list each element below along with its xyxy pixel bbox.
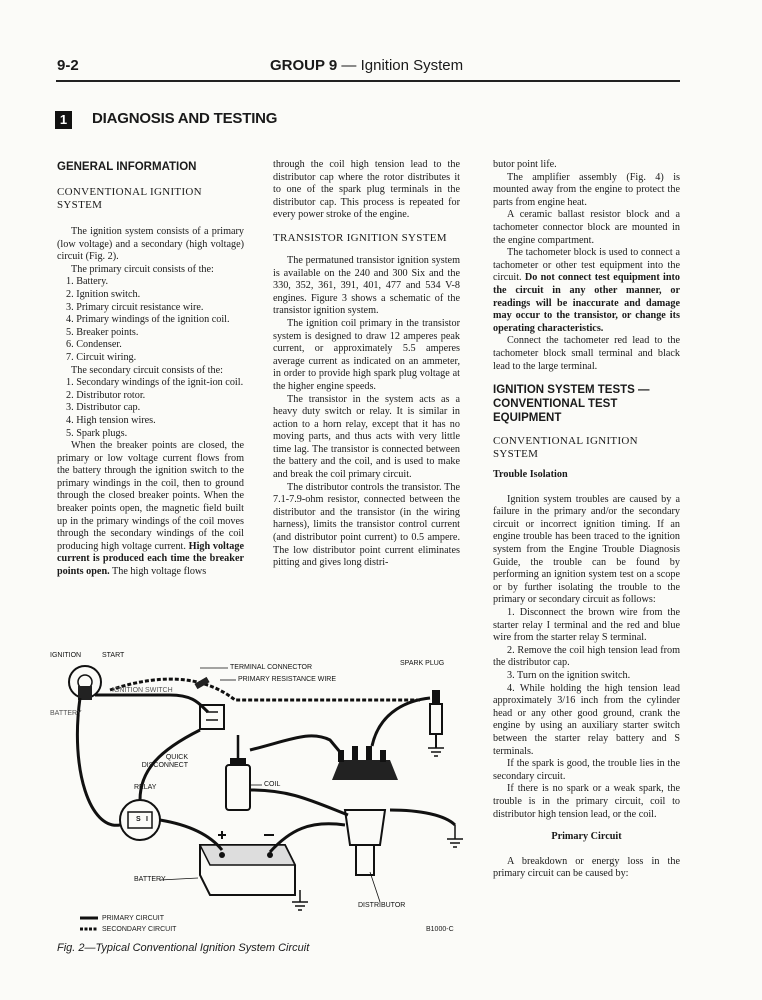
- label-spark-plug: SPARK PLUG: [400, 660, 445, 667]
- paragraph: The distributor controls the transistor. The 7.1-7.9-ohm resistor, connected between the distributor and the transistor (in the wiring harness), limits the transistor control current (and distributor point current) to 0.5 ampere. The low distributor point current eliminates pitting and gives long distri-: [273, 481, 460, 569]
- heading-transistor-ignition: TRANSISTOR IGNITION SYSTEM: [273, 231, 447, 244]
- list-item: 2. Remove the coil high tension lead from the distributor cap.: [493, 644, 680, 669]
- label-coil: COIL: [264, 781, 281, 788]
- paragraph: Ignition system troubles are caused by a failure in the primary and/or the secondary circuit or incorrect ignition timing. If an engine trouble has been traced to the ignition system from the Engine Trouble Diagnosis Guide, the trouble can be found by performing an ignition system test on a scope or by further isolating the trouble to the primary or secondary circuit as follows:: [493, 493, 680, 606]
- section-label: Ignition System: [360, 57, 464, 74]
- primary-wire: [250, 790, 348, 815]
- paragraph: The tachometer block is used to connect a tachometer or other test equipment into the circuit. Do not connect test equipment into the circuit in any other manner, or readings will be inaccurate and damage may occur to the transistor, or change its operating characteristics.: [493, 247, 681, 334]
- label-primary-resistance-wire: PRIMARY RESISTANCE WIRE: [238, 676, 337, 683]
- paragraph: The ignition system consists of a primary (low voltage) and a secondary (high voltage) circuit (Fig. 2).: [57, 226, 244, 263]
- group-label: GROUP 9: [270, 57, 338, 74]
- list-item: 4. Primary windings of the ignition coil.: [66, 314, 230, 326]
- list-item: 5. Breaker points.: [66, 326, 139, 338]
- section-title: DIAGNOSIS AND TESTING: [92, 110, 278, 127]
- paragraph: The ignition coil primary in the transistor system is designed to draw 12 amperes peak current, or approximately 5.5 amperes average current as indicated on an ammeter, in order to provide high spark plug voltage at the higher engine speeds.: [273, 317, 460, 392]
- paragraph: If the spark is good, the trouble lies in the secondary circuit.: [493, 758, 680, 782]
- page-header: [270, 57, 463, 74]
- paragraph: through the coil high tension lead to the distributor cap where the rotor distributes it to one of the spark plug terminals in the distributor cap. This process is repeated for every power stroke of the engine.: [273, 159, 460, 221]
- list-item: 3. Primary circuit resistance wire.: [66, 301, 204, 313]
- paragraph: A ceramic ballast resistor block and a tachometer connector block are mounted in the engine compartment.: [493, 209, 680, 246]
- paragraph: The amplifier assembly (Fig. 4) is mounted away from the engine to protect the parts from engine heat.: [493, 171, 680, 208]
- list-item: 2. Ignition switch.: [66, 288, 141, 300]
- paragraph: Connect the tachometer red lead to the tachometer block small terminal and black lead to the large terminal.: [493, 335, 680, 372]
- paragraph: butor point life.: [493, 159, 557, 170]
- primary-wire: [95, 695, 208, 712]
- secondary-wire: [372, 698, 430, 746]
- header-dash: —: [337, 57, 361, 74]
- primary-wire: [77, 698, 120, 825]
- legend-primary: PRIMARY CIRCUIT: [102, 915, 164, 922]
- label-terminal-connector: TERMINAL CONNECTOR: [230, 664, 313, 671]
- list-item: 1. Disconnect the brown wire from the starter relay I terminal and the red and blue wire from the starter relay S terminal.: [493, 607, 680, 644]
- label-ignition: IGNITION: [50, 652, 82, 659]
- list-item: 5. Spark plugs.: [66, 427, 128, 439]
- spark-plug-icon: [428, 690, 444, 756]
- paragraph: If there is no spark or a weak spark, the trouble is in the primary circuit, coil to distributor high tension lead, or the coil.: [493, 783, 680, 820]
- column-2: [273, 159, 460, 570]
- coil-icon: [226, 735, 250, 810]
- list-item: 6. Condenser.: [66, 339, 122, 351]
- label-relay-s: S: [136, 816, 141, 823]
- label-quick-disconnect: QUICK DISCONNECT: [141, 754, 188, 769]
- paragraph: The permatuned transistor ignition system is available on the 240 and 300 Six and the 330, 352, 361, 391, 401, 477 and 534 V-8 engines. Figure 3 shows a schematic of the transistor ignition system.: [273, 254, 460, 317]
- list-item: 1. Battery.: [66, 276, 109, 288]
- heading-conventional-ignition: CONVENTIONAL IGNITION SYSTEM: [57, 186, 202, 211]
- list-item: 2. Distributor rotor.: [66, 389, 146, 401]
- list-item: 1. Secondary windings of the ignit-ion coil.: [66, 377, 244, 389]
- legend-secondary: SECONDARY CIRCUIT: [102, 926, 177, 933]
- heading-general-information: GENERAL INFORMATION: [57, 161, 197, 173]
- label-ignition-switch: IGNITION SWITCH: [112, 687, 173, 694]
- label-distributor: DISTRIBUTOR: [358, 902, 406, 909]
- page-number: 9-2: [57, 57, 79, 74]
- heading-ignition-tests: IGNITION SYSTEM TESTS — CONVENTIONAL TEST EQUIPMENT: [493, 384, 650, 425]
- list-item: 7. Circuit wiring.: [66, 351, 137, 363]
- ignition-circuit-diagram: [50, 650, 480, 940]
- heading-conventional-ignition: CONVENTIONAL IGNITION SYSTEM: [493, 435, 638, 461]
- label-battery: BATTERY: [134, 876, 166, 883]
- label-relay-i: I: [146, 816, 148, 823]
- list-item: 4. High tension wires.: [66, 414, 156, 426]
- label-start: START: [102, 652, 125, 659]
- header-rule: [56, 80, 680, 82]
- figure-caption: Fig. 2—Typical Conventional Ignition System Circuit: [57, 942, 310, 954]
- paragraph: A breakdown or energy loss in the primary circuit can be caused by:: [493, 855, 680, 880]
- terminal-connector: [194, 677, 209, 689]
- heading-primary-circuit: Primary Circuit: [551, 831, 622, 843]
- distributor-icon: [332, 746, 398, 875]
- paragraph: When the breaker points are closed, the primary or low voltage current flows from the battery through the ignition switch to the primary windings in the coil, then to ground through the closed breaker points. When the breaker points open, the magnetic field built up in the primary windings of the coil moves through the secondary windings of the coil producing high voltage current. High voltage current is produced each time the breaker points open. The high voltage flows: [57, 440, 244, 578]
- heading-trouble-isolation: Trouble Isolation: [493, 469, 568, 481]
- paragraph: The transistor in the system acts as a heavy duty switch or relay. It is similar in action to a horn relay, except that it has no moving parts, and thus acts with very little time lag. The transistor is connected between the battery and the coil, and is used to make and break the coil primary circuit.: [273, 393, 460, 481]
- secondary-wire: [250, 736, 340, 752]
- list-item: 4. While holding the high tension lead approximately 3/16 inch from the cylinder head or any other good ground, crank the engine by using an auxiliary starter switch between the starter relay battery and S terminals.: [493, 682, 680, 757]
- section-badge: 1: [55, 111, 72, 129]
- column-1: [57, 160, 244, 579]
- paragraph: The primary circuit consists of the:: [71, 263, 214, 275]
- list-item: 3. Distributor cap.: [66, 402, 141, 414]
- paragraph: The secondary circuit consists of the:: [71, 364, 223, 376]
- list-item: 3. Turn on the ignition switch.: [507, 670, 631, 681]
- figure-id: B1000-C: [426, 926, 454, 933]
- label-relay: RELAY: [134, 784, 157, 791]
- label-battery-left: BATTERY: [50, 710, 82, 717]
- column-3: [493, 159, 680, 881]
